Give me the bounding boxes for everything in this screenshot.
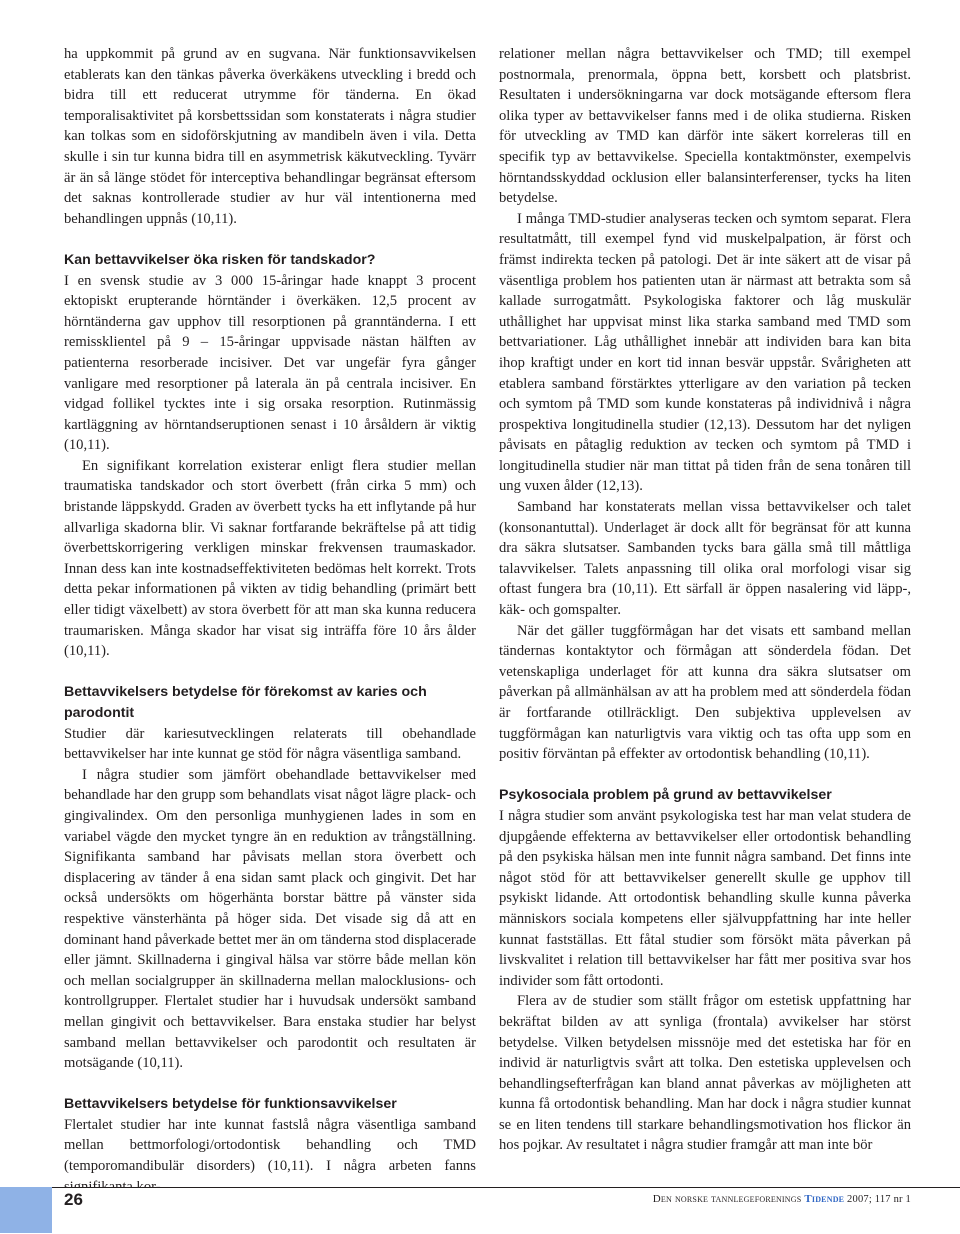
journal-name: Den norske tannlegeforenings	[652, 1193, 805, 1205]
paragraph: Flertalet studier har inte kunnat fastslå några väsentliga samband mellan bettmorfologi/ortodontisk behandling och TMD (temporomandibulär disorders) (10,11). I några arbeten fanns	[64, 1116, 476, 1175]
paragraph: ha uppkommit på grund av en sugvana. När funktionsavvikelsen etablerats kan den tänkas påverka överkäkens utveckling i bredd och bidra till ett reducerat utrymme för tänderna. En ökad temporalisaktivitet på korsbettssidan som konstaterats i några studier kan tolkas som en sidoförskjutning av mandibeln även i vila. Detta skulle i sin tur kunna bidra till en asymmetrisk käkutveckling. Tyvärr är än så länge stödet för interceptiva behandlingar begränsat eftersom det saknas kontrollerade studier av hur väl intentionerna med behandlingen uppnås (10,11).	[64, 46, 476, 227]
paragraph: En signifikant korrelation existerar enligt flera studier mellan traumatiska tandskador och stort överbett (från cirka 5 mm) och bristande läppskydd. Graden av överbett tycks ha ett inflytande på hur allvarliga skadorna blir. Vi saknar fortfarande bekräftelse på att tidig överbettskorrigering verkligen minskar frekvensen traumaskador. Innan dess kan inte kostnadseffektiviteten bedömas helt korrekt. Trots detta pekar informationen på vikten av tidig behandling (primärt bett eller tidigt växelbett) av stora överbett för att man ska kunna reducera traumarisken. Många skador har visat sig inträffa före 10 års ålder (10,11).	[64, 457, 476, 660]
section-heading: Kan bettavvikelser öka risken för tandskador?	[64, 251, 376, 268]
paragraph: relationer mellan några bettavvikelser och TMD; till exempel postnormala, prenormala, öppna bett, korsbett och platsbrist. Resultaten i undersökningarna var dock motsägande eftersom flera olika typer av bettavvikelser fanns med i de olika studierna. Risken för utveckling av TMD kan därför inte säkert korreleras till en specifik typ av bettavvikelse. Speciella kontaktmönster, exempelvis hörntandsskyddad ocklusion eller balansinterferenser, tycks ha liten betydelse.	[499, 46, 911, 207]
paragraph: Studier där kariesutvecklingen relaterats till obehandlade bettavvikelser har inte kunnat ge stöd för några väsentliga samband.	[64, 725, 476, 763]
paragraph: Samband har konstaterats mellan vissa bettavvikelser och talet (konsonantuttal). Underlaget är dock allt för begränsat för att kunna dra säkra slutsatser. Sambanden tycks bara gälla små till måttliga talavvikelser. Talets anpassning till olika oral morfologi visar sig oftast fungera bra (10,11). Ett särfall är öppen nasalering vid läpp-, käk- och gomspalter.	[499, 499, 911, 619]
left-column	[64, 44, 476, 1197]
section-heading: Bettavvikelsers betydelse för funktionsavvikelser	[64, 1096, 397, 1113]
footer-color-tab	[0, 1187, 52, 1233]
paragraph: I många TMD-studier analyseras tecken och symtom separat. Flera resultatmått, till exempel fynd vid muskelpalpation, är först och främst indirekta tecken på patologi. Det är inte säkert att de visar på väsentliga problem hos patienten utan är närmast att betrakta som så kallade surrogatmått. Psykologiska faktorer och låg muskulär uthållighet har uppvisat minst lika starka samband med TMD som bettvariationer. Låg uthållighet innebär att individen bara kan bita ihop kraftigt under en kort tid innan besvär uppstår. Svårigheten att etablera samband förstärktes ytterligare av den variation på tecken och symtom på TMD som kunde konstateras på individnivå i några prospektiva longitudinella studier (12,13). Dessutom har det nyligen påvisats en påtaglig reduktion av tecken och symtom på TMD i longitudinella studier när man tittat på tiden från de sena tonåren till ung vuxen ålder (12,13).	[499, 210, 911, 495]
section-heading: Bettavvikelsers betydelse för förekomst av karies och parodontit	[64, 684, 427, 721]
paragraph: I några studier som jämfört obehandlade bettavvikelser med behandlade har den grupp som behandlats visat något lägre plack- och gingivalindex. Om den personliga munhygienen lades in som en variabel vägde den mycket tyngre än en reduktion av trångställning. Signifikanta samband har påvisats mellan stora överbett och displacering av tänder å ena sidan samt plack och gingivit. Det har också undersökts om högerhänta borstar bättre på vänster sida respektive vänsterhänta på höger sida. Det visade sig då att en dominant hand påverkade bettet mer än om tänderna stod displacerade eller jämnt. Skillnaderna i gingival hälsa var större både mellan kön och mellan socialgrupper än skillnaderna mellan malocklusions- och kontrollgrupper. Flertalet studier har i huvudsak undersökt samband mellan gingivit och bettavvikelser. Bara enstaka studier har belyst samband mellan bettavvikelser och parodontit och resultaten är motsägande (10,11).	[64, 766, 476, 1072]
page-number: 26	[64, 1190, 83, 1209]
journal-brand: Tidende	[804, 1193, 845, 1205]
right-column	[499, 44, 911, 1156]
journal-issue: 2007; 117 nr 1	[844, 1194, 911, 1205]
paragraph: Flera av de studier som ställt frågor om estetisk uppfattning har bekräftat bilden av att synliga (frontala) avvikelser har störst betydelse. Vilken betydelsen missnöje med det estetiska har för en individ är naturligtvis svårt att tolka. Den estetiska upplevelsen och behandlingsefterfrågan kan bland annat påverkas av möjligheten att kunna få ortodontisk behandling. Man har dock i några studier kunnat se en liten tendens till starkare behandlingsmotivation hos flickor än hos pojkar. Av resultatet i några studier framgår att man inte bör	[499, 993, 911, 1154]
paragraph: I en svensk studie av 3 000 15-åringar hade knappt 3 procent ektopiskt erupterande hörntänder i överkäken. 12,5 procent av hörntänderna gav upphov till resorptionen på granntänderna. I ett remissklientel på 9 – 15-åringar uppvisade nästan hälften av patienterna resorberade incisiver. Det var ungefär fyra gånger vanligare med resorptioner på laterala än på centrala incisiver. En vidgad follikel tycktes inte i sig orsaka resorption. Rutinmässig kartläggning av hörntandseruptionen senast i 10 årsåldern är viktig (10,11).	[64, 272, 476, 454]
paragraph: I några studier som använt psykologiska test har man velat studera de djupgående effekterna av bettavvikelser eller ortodontisk behandling på den psykiska hälsan men inte funnit några samband. Det finns inte något stöd för att bettavvikelser generellt skulle ge upphov till psykiskt lidande. Att ortodontisk behandling skulle kunna påverka människors sociala kompetens eller självuppfattning har inte heller kunnat fastställas. Ett fåtal studier som försökt mäta påverkan på livskvalitet i relation till bettavvikelser har fått mer positiva svar hos individer som fått ortodonti.	[499, 807, 911, 989]
journal-citation	[653, 1192, 911, 1207]
paragraph: När det gäller tuggförmågan har det visats ett samband mellan tändernas kontaktytor och förmågan att sönderdela födan. Det vetenskapliga underlaget för att kunna dra säkra slutsatser om påverkan på allmänhälsan av att ha problem med att sönderdela födan är fortfarande otillräckligt. Den subjektiva upplevelsen av tuggförmågan kan naturligtvis vara viktig och tas ofta upp som en positiv förväntan på effekter av ortodontisk behandling (10,11).	[499, 622, 911, 763]
section-heading: Psykosociala problem på grund av bettavvikelser	[499, 787, 832, 804]
